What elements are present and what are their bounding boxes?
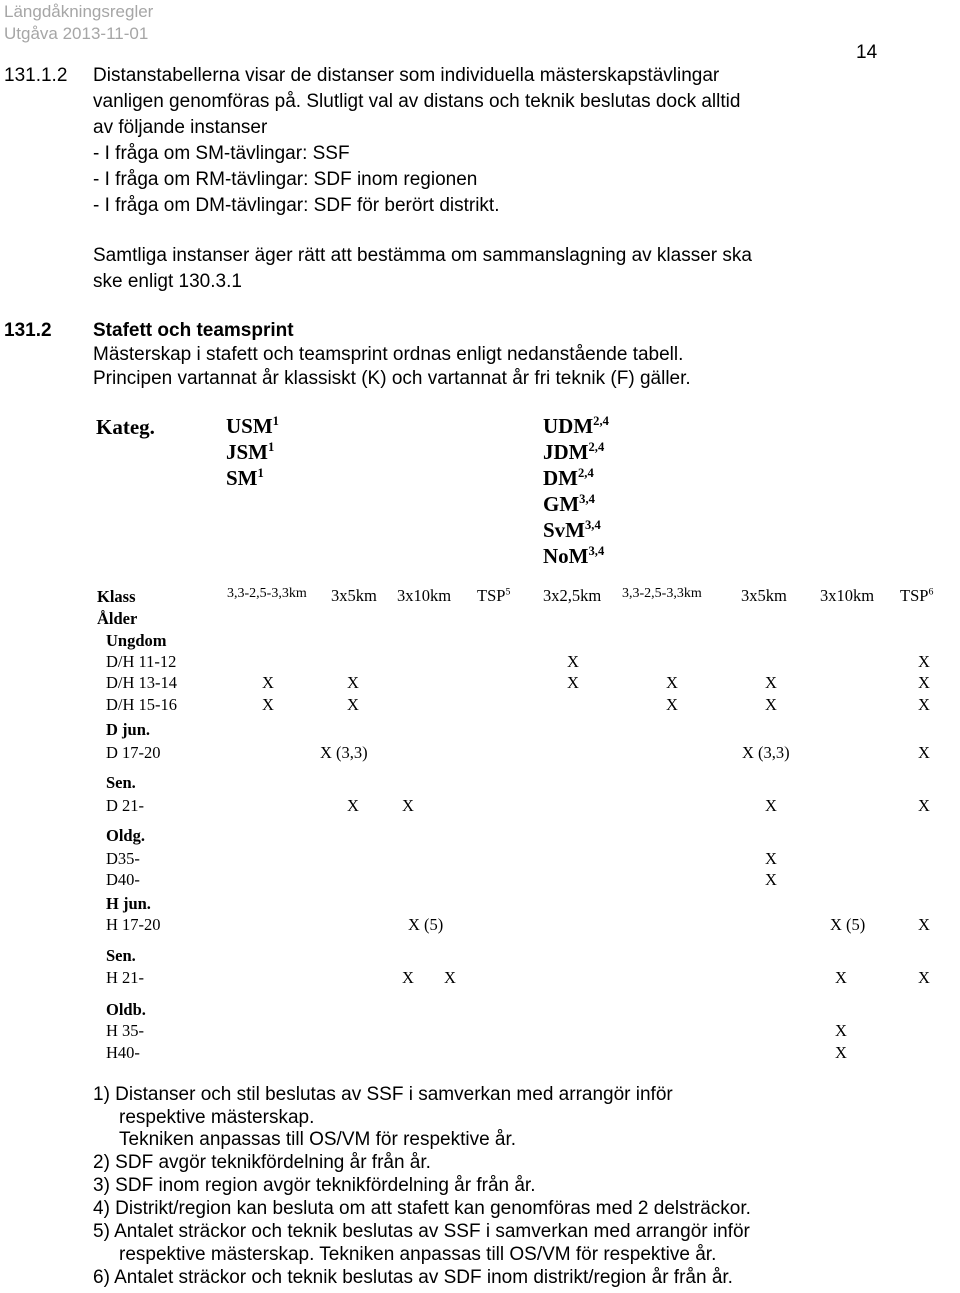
category-name: UDM$^{2,4}$ (543, 414, 609, 438)
list-item: - I fråga om SM-tävlingar: SSF (93, 143, 350, 164)
column-header-superscript: 5 (505, 586, 511, 598)
column-header: TSP$^6$ (900, 586, 934, 605)
category-superscript: 1 (268, 440, 275, 454)
klass-label: Klass (97, 587, 136, 606)
category-superscript: 3,4 (585, 518, 601, 532)
table-mark: X (765, 849, 777, 868)
column-header: 3x10km (820, 586, 875, 605)
list-item: - I fråga om RM-tävlingar: SDF inom regionen (93, 169, 478, 190)
table-mark: X (567, 652, 579, 671)
table-mark: X (3,3) (742, 743, 790, 762)
category-name: SvM$^{3,4}$ (543, 518, 601, 542)
paragraph-line: Distanstabellerna visar de distanser som individuella mästerskapstävlingar (93, 65, 720, 86)
row-group-label: Oldg. (106, 826, 145, 845)
row-label: H 21- (106, 968, 145, 987)
paragraph-line: Samtliga instanser äger rätt att bestämma om sammanslagning av klasser ska (93, 245, 752, 266)
category-name: NoM$^{3,4}$ (543, 544, 605, 568)
column-header: TSP$^5$ (477, 586, 511, 605)
document-title: Längdåkningsregler (4, 2, 154, 21)
category-header: Kateg. (96, 415, 155, 439)
category-name: JDM$^{2,4}$ (543, 440, 605, 464)
row-group-label: Sen. (106, 773, 136, 792)
row-group-label: H jun. (106, 894, 151, 913)
column-header: 3x10km (397, 586, 452, 605)
column-header: 3x2,5km (543, 586, 602, 605)
table-mark: X (835, 1021, 847, 1040)
table-mark: X (347, 796, 359, 815)
row-label: D/H 15-16 (106, 695, 178, 714)
table-mark: X (918, 652, 930, 671)
row-group-label: Sen. (106, 946, 136, 965)
footnote: 2) SDF avgör teknikfördelning år från år. (93, 1152, 431, 1173)
table-mark: X (262, 695, 274, 714)
table-mark: X (765, 673, 777, 692)
category-name: USM$^1$ (226, 414, 279, 438)
section-number: 131.2 (4, 320, 52, 341)
column-header: 3x5km (741, 586, 787, 605)
alder-label: Ålder (97, 609, 138, 628)
category-superscript: 2,4 (578, 466, 594, 480)
table-mark: X (666, 673, 678, 692)
footnote: 1) Distanser och stil beslutas av SSF i samverkan med arrangör inför (93, 1084, 673, 1105)
table-mark: X (567, 673, 579, 692)
table-mark: X (835, 968, 847, 987)
paragraph-line: av följande instanser (93, 117, 268, 138)
table-mark: X (402, 796, 414, 815)
category-name: DM$^{2,4}$ (543, 466, 594, 490)
page-number: 14 (856, 42, 878, 63)
row-label: D 17-20 (106, 743, 161, 762)
category-name: GM$^{3,4}$ (543, 492, 595, 516)
category-superscript: 1 (272, 414, 279, 428)
table-mark: X (918, 673, 930, 692)
row-label: H 17-20 (106, 915, 161, 934)
column-header-superscript: 6 (928, 586, 934, 598)
category-superscript: 1 (257, 466, 264, 480)
row-group-label: Oldb. (106, 1000, 146, 1019)
row-label: D35- (106, 849, 140, 868)
footnote: 5) Antalet sträckor och teknik beslutas av SSF i samverkan med arrangör inför (93, 1221, 750, 1242)
row-group-label: D jun. (106, 720, 151, 739)
table-mark: X (765, 695, 777, 714)
table-mark: X (918, 743, 930, 762)
footnote: respektive mästerskap. (119, 1107, 315, 1128)
table-mark: X (5) (830, 915, 866, 934)
table-mark: X (918, 695, 930, 714)
row-label: H40- (106, 1043, 140, 1062)
table-mark: X (666, 695, 678, 714)
row-label: D/H 13-14 (106, 673, 178, 692)
row-label: H 35- (106, 1021, 145, 1040)
table-mark: X (347, 695, 359, 714)
document-edition: Utgåva 2013-11-01 (4, 24, 149, 43)
footnote: Tekniken anpassas till OS/VM för respektive år. (119, 1129, 517, 1150)
category-superscript: 2,4 (588, 440, 605, 454)
paragraph-line: vanligen genomföras på. Slutligt val av distans och teknik beslutas dock alltid (93, 91, 741, 112)
table-mark: X (3,3) (320, 743, 368, 762)
list-item: - I fråga om DM-tävlingar: SDF för berört distrikt. (93, 195, 500, 216)
category-superscript: 2,4 (593, 414, 609, 428)
table-mark: X (918, 796, 930, 815)
table-mark: X (444, 968, 456, 987)
footnote: 4) Distrikt/region kan besluta om att stafett kan genomföras med 2 delsträckor. (93, 1198, 751, 1219)
category-name: JSM$^1$ (226, 440, 275, 464)
category-superscript: 3,4 (579, 492, 595, 506)
footnote: 3) SDF inom region avgör teknikfördelning år från år. (93, 1175, 536, 1196)
column-header: 3,3-2,5-3,3km (227, 586, 307, 601)
category-superscript: 3,4 (588, 544, 605, 558)
row-label: D 21- (106, 796, 145, 815)
table-mark: X (918, 968, 930, 987)
footnote: 6) Antalet sträckor och teknik beslutas av SDF inom distrikt/region år från år. (93, 1267, 733, 1288)
row-group-label: Ungdom (106, 631, 167, 650)
table-mark: X (918, 915, 930, 934)
table-mark: X (402, 968, 414, 987)
paragraph-line: ske enligt 130.3.1 (93, 271, 242, 292)
table-mark: X (5) (408, 915, 444, 934)
table-mark: X (835, 1043, 847, 1062)
table-mark: X (765, 796, 777, 815)
row-label: D40- (106, 870, 140, 889)
table-mark: X (347, 673, 359, 692)
row-label: D/H 11-12 (106, 652, 177, 671)
table-mark: X (262, 673, 274, 692)
column-header: 3,3-2,5-3,3km (622, 586, 702, 601)
table-mark: X (765, 870, 777, 889)
paragraph-line: Principen vartannat år klassiskt (K) och vartannat år fri teknik (F) gäller. (93, 368, 691, 389)
paragraph-line: Mästerskap i stafett och teamsprint ordnas enligt nedanstående tabell. (93, 344, 684, 365)
column-header: 3x5km (331, 586, 377, 605)
footnote: respektive mästerskap. Tekniken anpassas till OS/VM för respektive år. (119, 1244, 717, 1265)
category-name: $SM^1$ (226, 466, 264, 490)
section-title: Stafett och teamsprint (93, 320, 294, 341)
section-number: 131.1.2 (4, 65, 68, 86)
